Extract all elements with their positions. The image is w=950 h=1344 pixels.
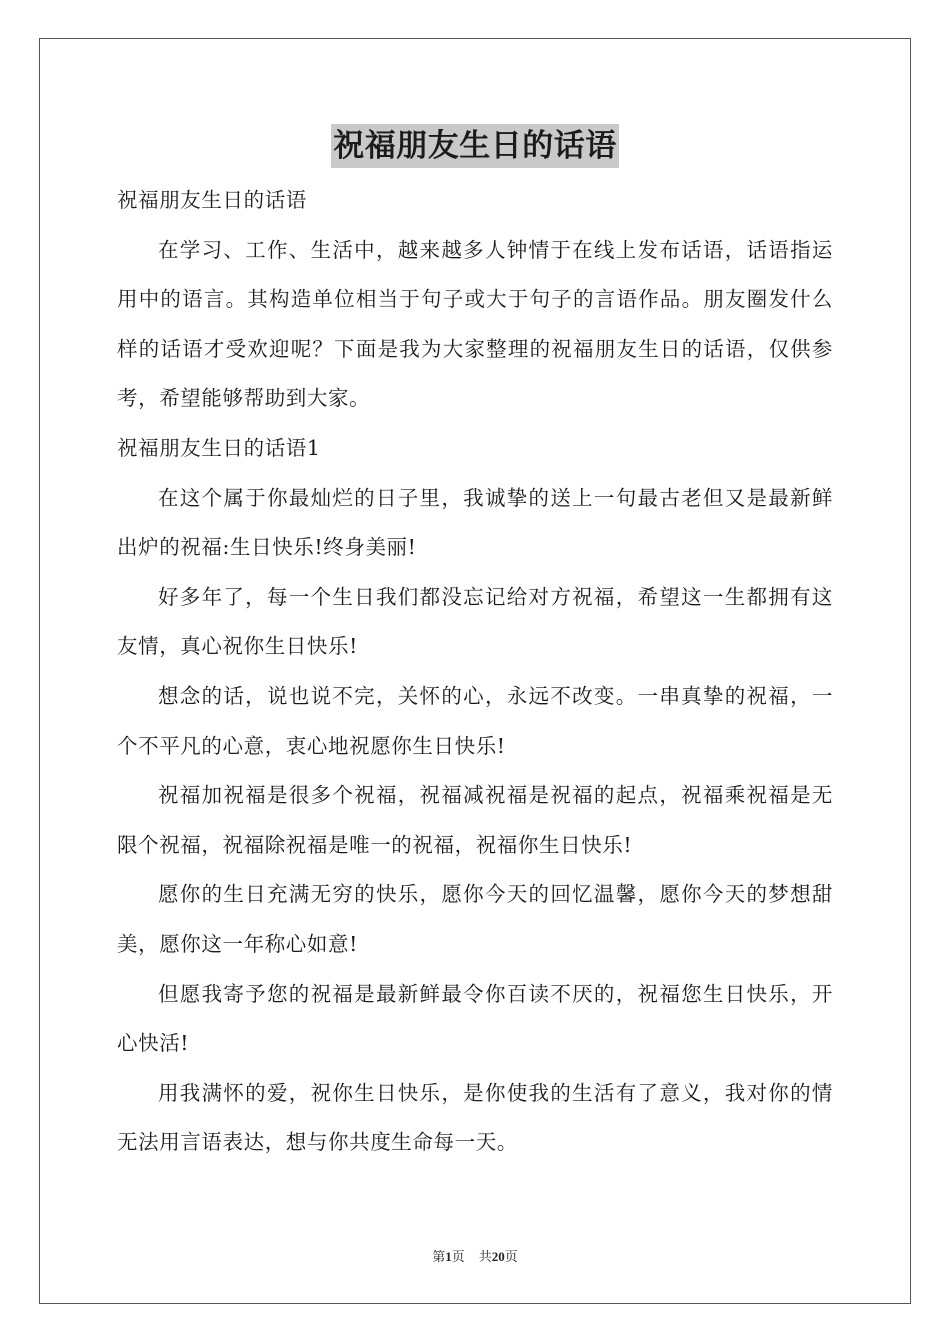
page-current: 1 <box>445 1249 452 1264</box>
section-heading: 祝福朋友生日的话语1 <box>117 435 321 460</box>
page-total: 20 <box>491 1249 505 1264</box>
page-footer <box>0 1246 950 1265</box>
page-suffix: 页 <box>451 1249 465 1264</box>
paragraph: 好多年了，每一个生日我们都没忘记给对方祝福，希望这一生都拥有这友情，真心祝你生日快乐! <box>117 584 833 659</box>
paragraph: 祝福朋友生日的话语 <box>117 188 307 212</box>
paragraph: 祝福加祝福是很多个祝福，祝福减祝福是祝福的起点，祝福乘祝福是无限个祝福，祝福除祝福是唯一的祝福，祝福你生日快乐! <box>117 783 833 857</box>
total-suffix: 页 <box>504 1249 518 1264</box>
paragraph: 想念的话，说也说不完，关怀的心，永远不改变。一串真挚的祝福，一个不平凡的心意，衷心地祝愿你生日快乐! <box>117 683 833 758</box>
page-prefix: 第 <box>432 1249 446 1264</box>
paragraph: 在这个属于你最灿烂的日子里，我诚挚的送上一句最古老但又是最新鲜出炉的祝福:生日快乐!终身美丽! <box>117 485 833 560</box>
document-title: 祝福朋友生日的话语 <box>331 124 619 168</box>
paragraph: 在学习、工作、生活中，越来越多人钟情于在线上发布话语，话语指运用中的语言。其构造单位相当于句子或大于句子的言语作品。朋友圈发什么样的话语才受欢迎呢？下面是我为大家整理的祝福朋友生日的话语，仅供参考，希望能够帮助到大家。 <box>117 237 833 411</box>
document-body <box>117 176 833 1168</box>
total-prefix: 共 <box>478 1249 492 1264</box>
title-wrap <box>0 124 950 168</box>
paragraph: 用我满怀的爱，祝你生日快乐，是你使我的生活有了意义，我对你的情无法用言语表达，想与你共度生命每一天。 <box>117 1080 833 1155</box>
paragraph: 愿你的生日充满无穷的快乐，愿你今天的回忆温馨，愿你今天的梦想甜美，愿你这一年称心如意! <box>117 882 833 956</box>
paragraph: 但愿我寄予您的祝福是最新鲜最令你百读不厌的，祝福您生日快乐，开心快活! <box>117 981 833 1056</box>
